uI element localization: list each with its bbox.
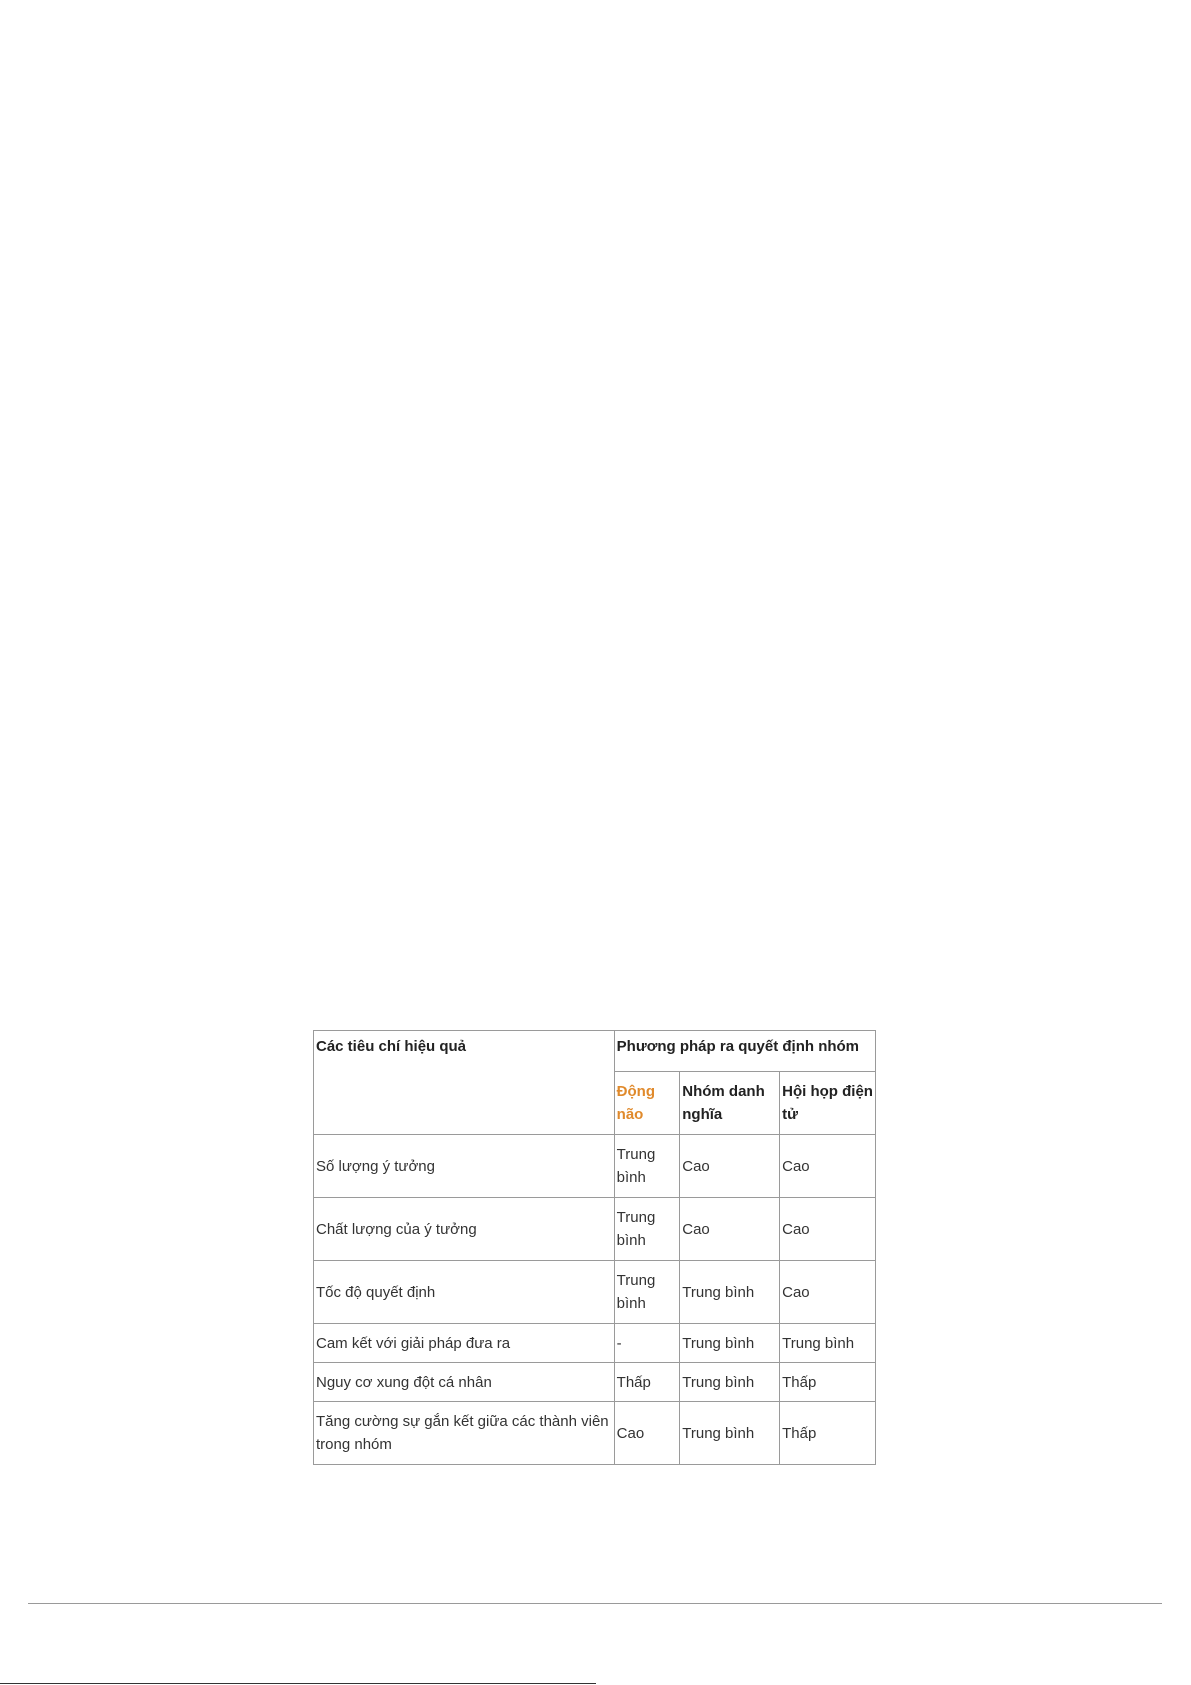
value-cell: Trung bình — [780, 1324, 876, 1363]
method-header-electronic-meeting: Hội họp điện tử — [780, 1072, 876, 1135]
value-cell: Cao — [780, 1135, 876, 1198]
table-header-row — [314, 1031, 876, 1072]
criterion-cell: Tốc độ quyết định — [314, 1261, 615, 1324]
value-cell: Trung bình — [680, 1261, 780, 1324]
value-cell: Cao — [780, 1261, 876, 1324]
table-row — [314, 1402, 876, 1465]
criterion-cell: Chất lượng của ý tưởng — [314, 1198, 615, 1261]
group-header: Phương pháp ra quyết định nhóm — [614, 1031, 875, 1072]
criterion-cell: Cam kết với giải pháp đưa ra — [314, 1324, 615, 1363]
method-header-brainstorming: Động não — [614, 1072, 680, 1135]
value-cell: - — [614, 1324, 680, 1363]
table-row — [314, 1198, 876, 1261]
table-row — [314, 1324, 876, 1363]
table-row — [314, 1261, 876, 1324]
value-cell: Thấp — [780, 1402, 876, 1465]
method-header-nominal-group: Nhóm danh nghĩa — [680, 1072, 780, 1135]
value-cell: Trung bình — [614, 1198, 680, 1261]
value-cell: Thấp — [614, 1363, 680, 1402]
value-cell: Trung bình — [614, 1135, 680, 1198]
value-cell: Cao — [614, 1402, 680, 1465]
value-cell: Cao — [680, 1135, 780, 1198]
footer-divider — [28, 1603, 1162, 1604]
value-cell: Trung bình — [680, 1363, 780, 1402]
criteria-header: Các tiêu chí hiệu quả — [314, 1031, 615, 1135]
value-cell: Trung bình — [614, 1261, 680, 1324]
value-cell: Thấp — [780, 1363, 876, 1402]
bottom-divider — [0, 1683, 596, 1684]
value-cell: Cao — [680, 1198, 780, 1261]
decision-methods-table — [313, 1030, 876, 1465]
table-row — [314, 1135, 876, 1198]
criterion-cell: Số lượng ý tưởng — [314, 1135, 615, 1198]
criterion-cell: Nguy cơ xung đột cá nhân — [314, 1363, 615, 1402]
criterion-cell: Tăng cường sự gắn kết giữa các thành viên trong nhóm — [314, 1402, 615, 1465]
value-cell: Cao — [780, 1198, 876, 1261]
value-cell: Trung bình — [680, 1324, 780, 1363]
value-cell: Trung bình — [680, 1402, 780, 1465]
table-row — [314, 1363, 876, 1402]
